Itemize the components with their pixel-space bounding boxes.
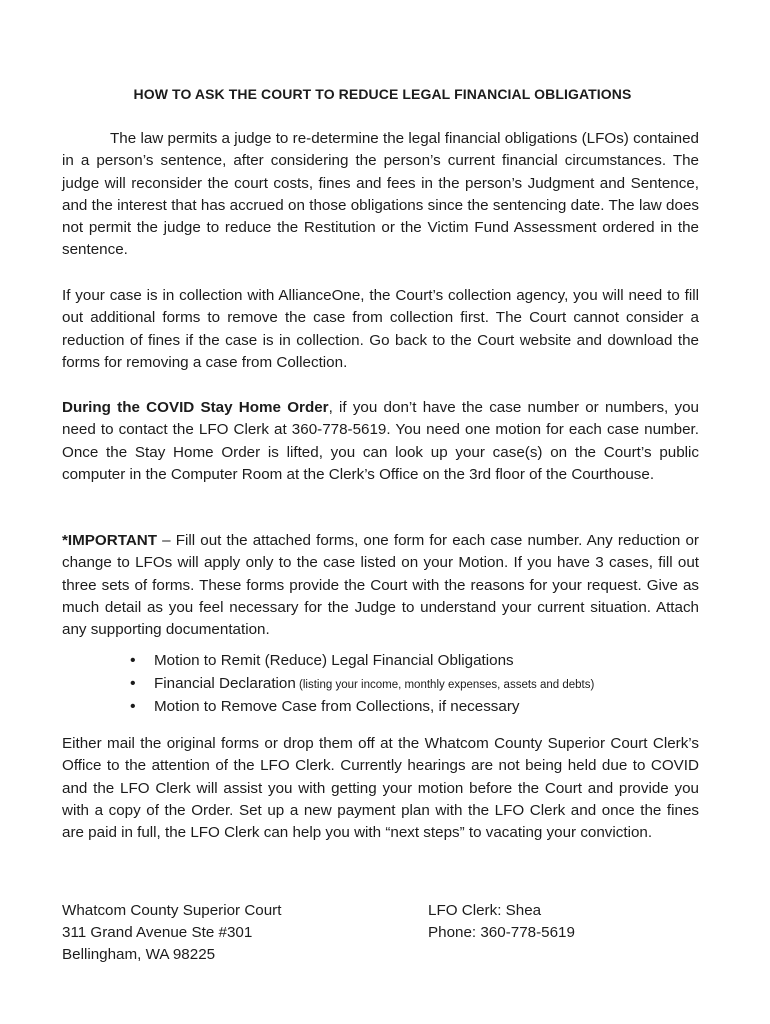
address-line: 311 Grand Avenue Ste #301 xyxy=(62,924,253,941)
paragraph-submission: Either mail the original forms or drop them off at the Whatcom County Superior Court Clerk’s Office to the attention of the LFO Clerk. Currently hearings are not being held due to COVID and the LFO Clerk will assist you with getting your motion before the Court and provide you with a copy of the Order. Set up a new payment plan with the LFO Clerk and once the fines are paid in full, the LFO Clerk can help you with “next steps” to vacating your conviction. xyxy=(62,735,699,842)
important-lead-text: *IMPORTANT xyxy=(62,532,158,549)
address-line: Whatcom County Superior Court xyxy=(62,902,282,919)
document-title: HOW TO ASK THE COURT TO REDUCE LEGAL FINANCIAL OBLIGATIONS xyxy=(133,86,632,102)
covid-body-text: , if you don’t have the case number or numbers, you need to contact the LFO Clerk at 360-778-5619. You need one motion for each case number. Once the Stay Home Order is lifted, you can look up your case(s) on the Court’s public computer in the Computer Room at the Clerk’s Office on the 3rd floor of the Courthouse. xyxy=(62,399,699,483)
list-item-note: (listing your income, monthly expenses, assets and debts) xyxy=(295,678,595,691)
court-address xyxy=(62,900,281,966)
covid-lead-text: During the COVID Stay Home Order xyxy=(62,399,329,416)
list-item xyxy=(130,650,594,673)
address-line: Bellingham, WA 98225 xyxy=(62,946,216,963)
list-item-text: Motion to Remove Case from Collections, if necessary xyxy=(154,698,520,715)
paragraph-covid xyxy=(62,397,699,486)
list-item-text: Motion to Remit (Reduce) Legal Financial Obligations xyxy=(154,652,514,669)
list-item-text: Financial Declaration xyxy=(154,674,296,692)
paragraph-important xyxy=(62,530,699,641)
list-item xyxy=(130,696,594,719)
important-body-text: – Fill out the attached forms, one form for each case number. Any reduction or change to LFOs will apply only to the case listed on your Motion. If you have 3 cases, fill out three sets of forms. These forms provide the Court with the reasons for your request. Give as much detail as you feel necessary for the Judge to understand your current situation. Attach any supporting documentation. xyxy=(62,532,699,639)
contact-line: LFO Clerk: Shea xyxy=(428,902,542,919)
forms-list xyxy=(130,650,594,719)
clerk-contact xyxy=(428,900,575,944)
paragraph-lfo-law: The law permits a judge to re-determine the legal financial obligations (LFOs) contained in a person’s sentence, after considering the person’s current financial circumstances. The judge will reconsider the court costs, fines and fees in the person’s Judgment and Sentence, and the interest that has accrued on those obligations since the sentencing date. The law does not permit the judge to reduce the Restitution or the Victim Fund Assessment ordered in the sentence. xyxy=(62,130,699,259)
list-item xyxy=(130,673,594,697)
paragraph-collections: If your case is in collection with AllianceOne, the Court’s collection agency, you will need to fill out additional forms to remove the case from collection first. The Court cannot consider a reduction of fines if the case is in collection. Go back to the Court website and download the forms for removing a case from Collection. xyxy=(62,287,699,371)
contact-line: Phone: 360-778-5619 xyxy=(428,924,575,941)
